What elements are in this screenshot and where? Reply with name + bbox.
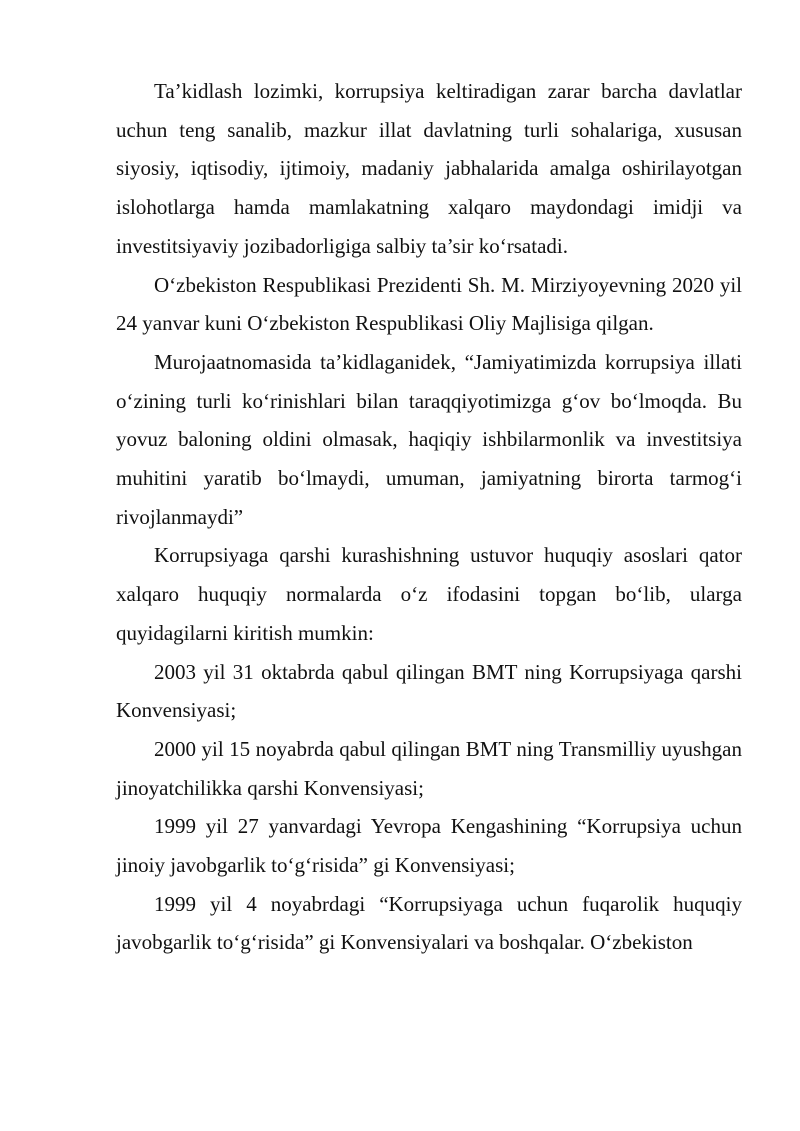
paragraph-council-europe-criminal: 1999 yil 27 yanvardagi Yevropa Kengashining “Korrupsiya uchun jinoiy javobgarlik to‘g‘risida” gi Konvensiyasi; xyxy=(116,814,742,878)
paragraph-council-europe-civil: 1999 yil 4 noyabrdagi “Korrupsiyaga uchun fuqarolik huquqiy javobgarlik to‘g‘risida” gi Konvensiyalari va boshqalar. O‘zbekiston xyxy=(116,891,742,955)
paragraph-president-address: O‘zbekiston Respublikasi Prezidenti Sh. M. Mirziyoyevning 2020 yil 24 yanvar kuni O‘zbekiston Respublikasi Oliy Majlisiga qilgan. xyxy=(116,272,742,336)
paragraph-corruption-harm: Ta’kidlash lozimki, korrupsiya keltiradigan zarar barcha davlatlar uchun teng sanalib, mazkur illat davlatning turli sohalariga, xususan siyosiy, iqtisodiy, ijtimoiy, madaniy jabhalarida amalga oshirilayotgan islohotlarga hamda mamlakatning xalqaro maydondagi imidji va investitsiyaviy jozibadorligiga salbiy ta’sir ko‘rsatadi. xyxy=(116,79,742,258)
paragraph-un-convention-2003: 2003 yil 31 oktabrda qabul qilingan BMT ning Korrupsiyaga qarshi Konvensiyasi; xyxy=(116,659,742,723)
document-body xyxy=(116,72,742,962)
paragraph-legal-basis: Korrupsiyaga qarshi kurashishning ustuvor huquqiy asoslari qator xalqaro huquqiy normalarda o‘z ifodasini topgan bo‘lib, ularga quyidagilarni kiritish mumkin: xyxy=(116,543,742,645)
paragraph-address-quote: Murojaatnomasida ta’kidlaganidek, “Jamiyatimizda korrupsiya illati o‘zining turli ko‘rinishlari bilan taraqqiyotimizga g‘ov bo‘lmoqda. Bu yovuz baloning oldini olmasak, haqiqiy ishbilarmonlik va investitsiya muhitini yaratib bo‘lmaydi, umuman, jamiyatning birorta tarmog‘i rivojlanmaydi” xyxy=(116,349,742,529)
paragraph-un-convention-2000: 2000 yil 15 noyabrda qabul qilingan BMT ning Transmilliy uyushgan jinoyatchilikka qarshi Konvensiyasi; xyxy=(116,736,742,800)
